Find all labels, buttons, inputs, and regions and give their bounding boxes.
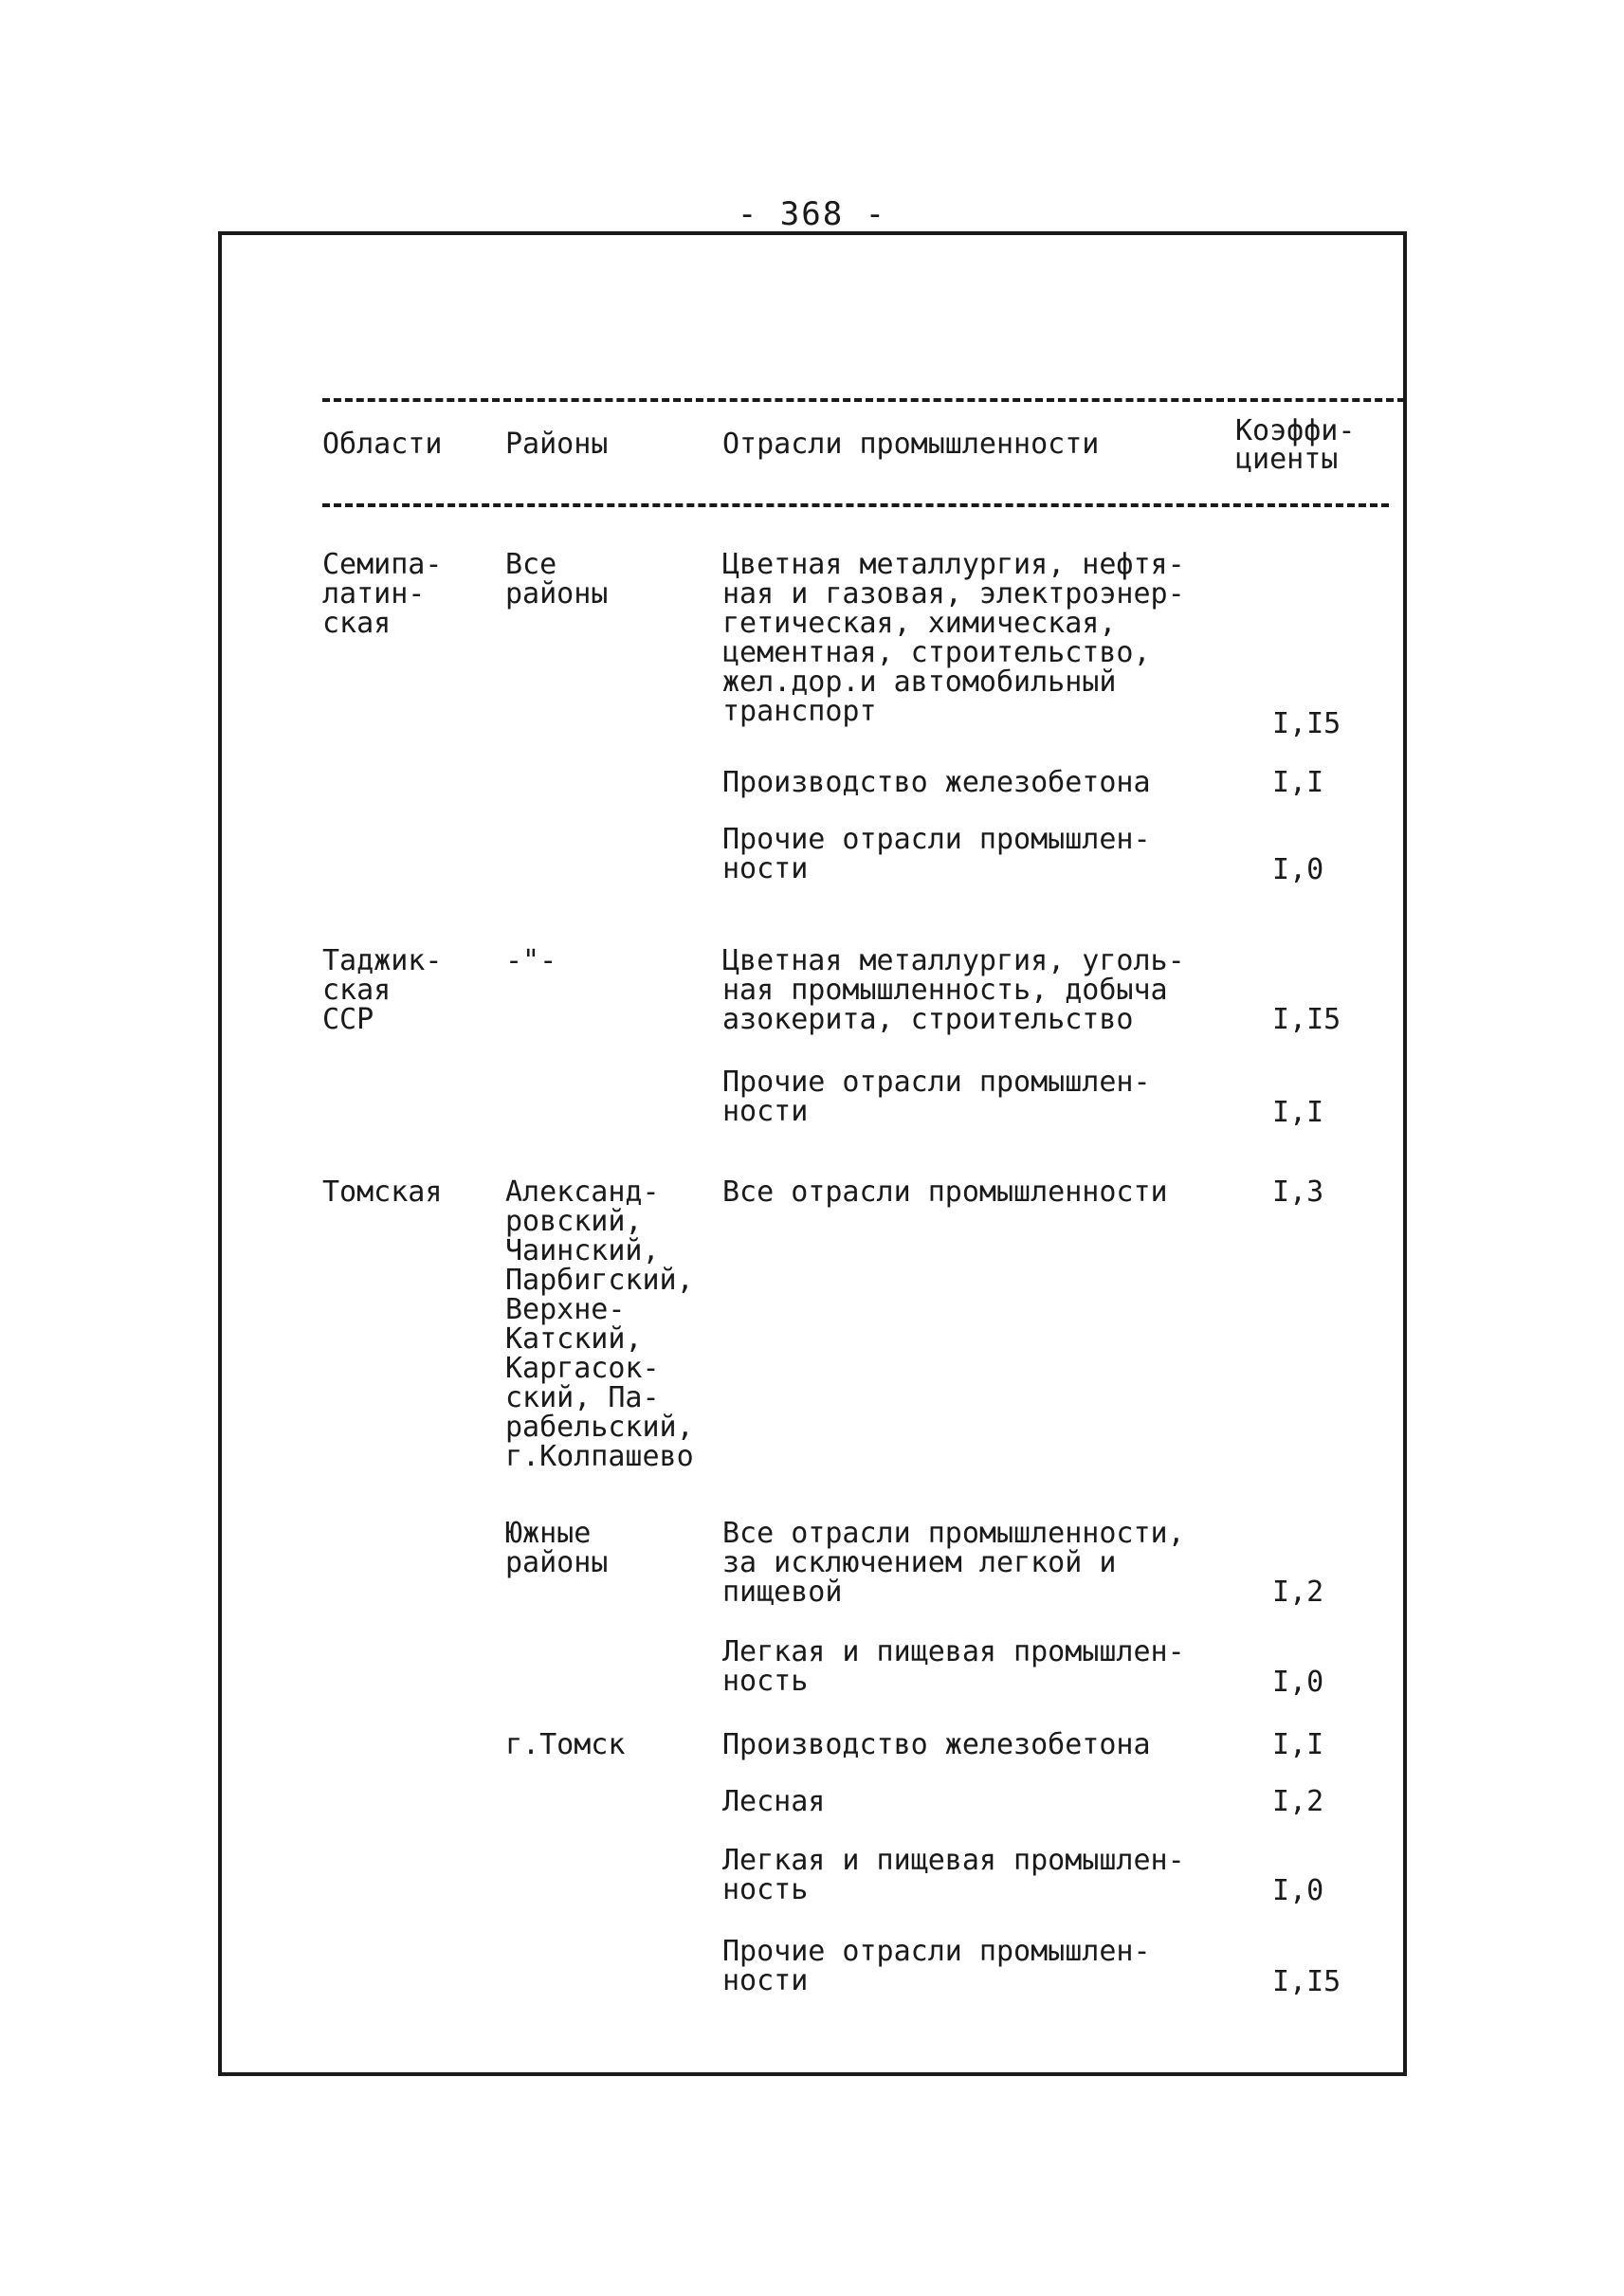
cell-koef: I,3	[1272, 1175, 1324, 1209]
cell-raion: г.Томск	[505, 1728, 626, 1761]
cell-koef: I,I5	[1272, 707, 1341, 740]
cell-otrasl: Все отрасли промышленности, за исключением легкой и пищевой	[722, 1517, 1185, 1609]
cell-koef: I,I	[1272, 1728, 1324, 1761]
header-bottom-rule	[322, 503, 1389, 507]
table-row	[322, 946, 1403, 1067]
cell-otrasl: Производство железобетона	[722, 766, 1151, 799]
cell-otrasl: Прочие отрасли промышлен- ности	[722, 1935, 1151, 1997]
header-top-rule	[322, 398, 1405, 402]
cell-otrasl: Прочие отрасли промышлен- ности	[722, 823, 1151, 885]
table-row	[322, 1787, 1403, 1846]
table-header	[322, 414, 1403, 493]
cell-oblast: Семипа- латин- ская	[322, 548, 443, 640]
cell-oblast: Таджик- ская ССР	[322, 944, 443, 1036]
cell-otrasl: Цветная металлургия, уголь- ная промышленность, добыча азокерита, строительство	[722, 944, 1185, 1036]
cell-raion: Александ- ровский, Чаинский, Парбигский, Верхне- Катский, Каргасок- ский, Па- рабельский, г.Колпашево	[505, 1175, 694, 1473]
table-row	[322, 768, 1403, 825]
table-row	[322, 1730, 1403, 1787]
table-row	[322, 1519, 1403, 1637]
cell-otrasl: Легкая и пищевая промышлен- ность	[722, 1844, 1185, 1906]
cell-raion: -"-	[505, 944, 557, 977]
cell-koef: I,0	[1272, 1666, 1324, 1699]
header-koefficienty: Коэффи- циенты	[1235, 414, 1356, 476]
cell-koef: I,I	[1272, 766, 1324, 799]
header-otrasli: Отрасли промышленности	[722, 428, 1100, 461]
page-number: - 368 -	[737, 195, 887, 233]
header-raiony: Районы	[505, 428, 609, 461]
cell-oblast: Томская	[322, 1175, 443, 1209]
cell-otrasl: Цветная металлургия, нефтя- ная и газовая, электроэнер- гетическая, химическая, цементная, строительство, жел.дор.и автомобильный транспорт	[722, 548, 1185, 728]
table-row	[322, 550, 1403, 768]
table-row	[322, 1937, 1403, 2003]
table-row	[322, 825, 1403, 946]
cell-koef: I,I5	[1272, 1003, 1341, 1036]
table-row	[322, 1846, 1403, 1937]
table-row	[322, 1637, 1403, 1730]
cell-koef: I,I	[1272, 1096, 1324, 1129]
header-oblasti: Области	[322, 428, 443, 461]
cell-otrasl: Все отрасли промышленности	[722, 1175, 1168, 1209]
cell-koef: I,0	[1272, 1874, 1324, 1907]
table-body	[322, 550, 1403, 2003]
cell-otrasl: Лесная	[722, 1785, 826, 1818]
cell-koef: I,2	[1272, 1785, 1324, 1818]
cell-koef: I,I5	[1272, 1965, 1341, 1998]
cell-raion: Все районы	[505, 548, 609, 610]
cell-otrasl: Производство железобетона	[722, 1728, 1151, 1761]
table-row	[322, 1067, 1403, 1177]
table-row	[322, 1177, 1403, 1519]
cell-otrasl: Легкая и пищевая промышлен- ность	[722, 1635, 1185, 1698]
cell-koef: I,0	[1272, 853, 1324, 886]
cell-koef: I,2	[1272, 1576, 1324, 1609]
cell-otrasl: Прочие отрасли промышлен- ности	[722, 1066, 1151, 1128]
cell-raion: Южные районы	[505, 1517, 609, 1579]
